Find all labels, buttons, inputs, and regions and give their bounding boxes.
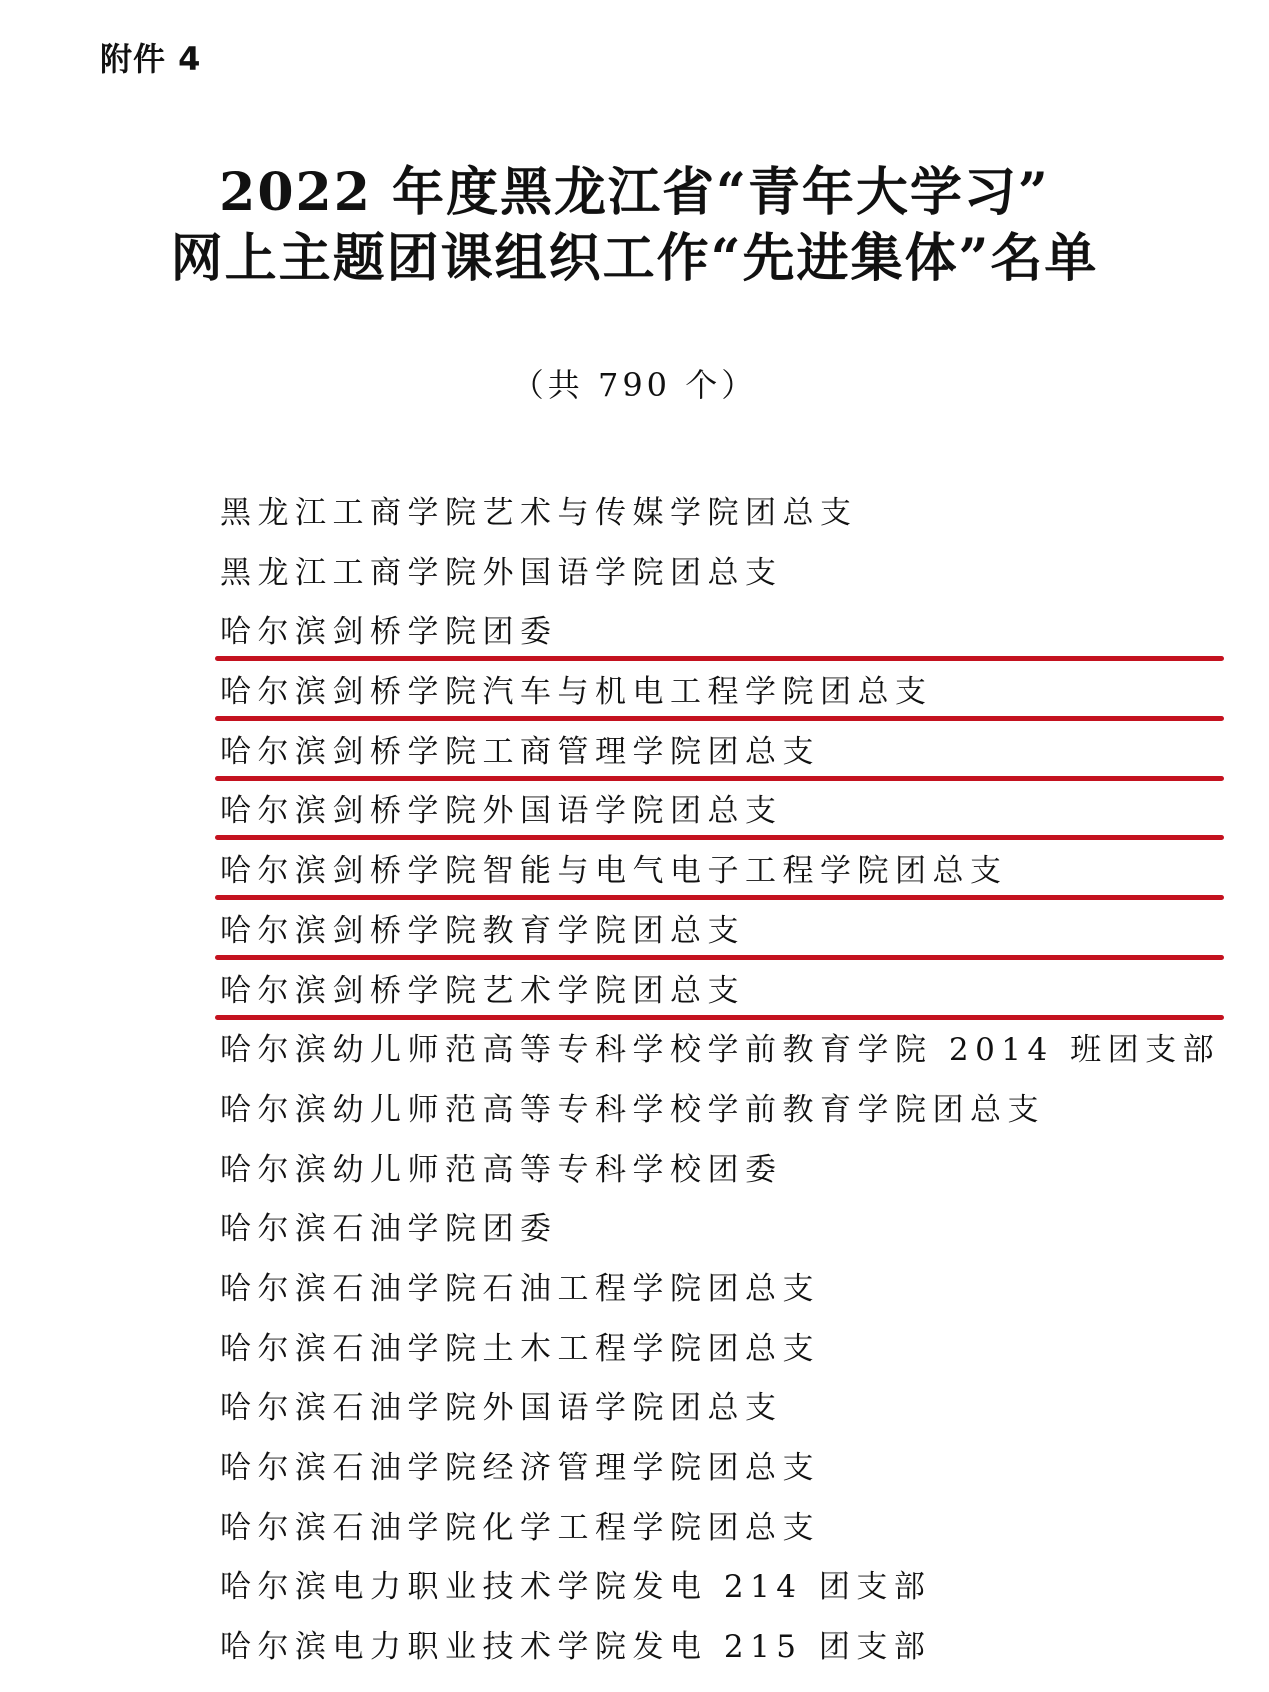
list-item: 黑龙江工商学院艺术与传媒学院团总支 bbox=[220, 495, 858, 531]
document-title-line-2: 网上主题团课组织工作“先进集体”名单 bbox=[170, 228, 1099, 289]
collective-list bbox=[220, 490, 1220, 1684]
attachment-label: 附件 4 bbox=[100, 40, 202, 78]
list-item-underlined: 哈尔滨剑桥学院智能与电气电子工程学院团总支 bbox=[220, 848, 1220, 908]
list-item: 黑龙江工商学院外国语学院团总支 bbox=[220, 554, 783, 591]
list-item: 哈尔滨石油学院经济管理学院团总支 bbox=[220, 1450, 820, 1486]
list-item: 哈尔滨幼儿师范高等专科学校学前教育学院团总支 bbox=[220, 1091, 1045, 1128]
list-item-underlined: 哈尔滨剑桥学院外国语学院团总支 bbox=[220, 788, 1220, 848]
list-item-underlined: 哈尔滨剑桥学院汽车与机电工程学院团总支 bbox=[220, 669, 1220, 729]
list-item: 哈尔滨幼儿师范高等专科学校团委 bbox=[220, 1151, 783, 1188]
list-item: 哈尔滨电力职业技术学院发电 215 团支部 bbox=[220, 1629, 932, 1666]
list-item-underlined: 哈尔滨剑桥学院教育学院团总支 bbox=[220, 908, 1220, 968]
list-item: 哈尔滨石油学院化学工程学院团总支 bbox=[220, 1509, 820, 1546]
list-item: 哈尔滨石油学院外国语学院团总支 bbox=[220, 1390, 783, 1427]
list-item: 哈尔滨电力职业技术学院发电 214 团支部 bbox=[220, 1569, 932, 1606]
document-title-line-1: 2022 年度黑龙江省“青年大学习” bbox=[219, 162, 1050, 223]
list-item: 哈尔滨幼儿师范高等专科学校学前教育学院 2014 班团支部 bbox=[220, 1032, 1221, 1069]
total-count: （共 790 个） bbox=[511, 366, 758, 404]
list-item-underlined: 哈尔滨剑桥学院艺术学院团总支 bbox=[220, 968, 1220, 1028]
list-item: 哈尔滨石油学院团委 bbox=[220, 1211, 558, 1248]
list-item-underlined: 哈尔滨剑桥学院团委 bbox=[220, 609, 1220, 669]
list-item: 哈尔滨石油学院土木工程学院团总支 bbox=[220, 1330, 820, 1367]
list-item-underlined: 哈尔滨剑桥学院工商管理学院团总支 bbox=[220, 729, 1220, 789]
list-item: 哈尔滨石油学院石油工程学院团总支 bbox=[220, 1270, 820, 1307]
